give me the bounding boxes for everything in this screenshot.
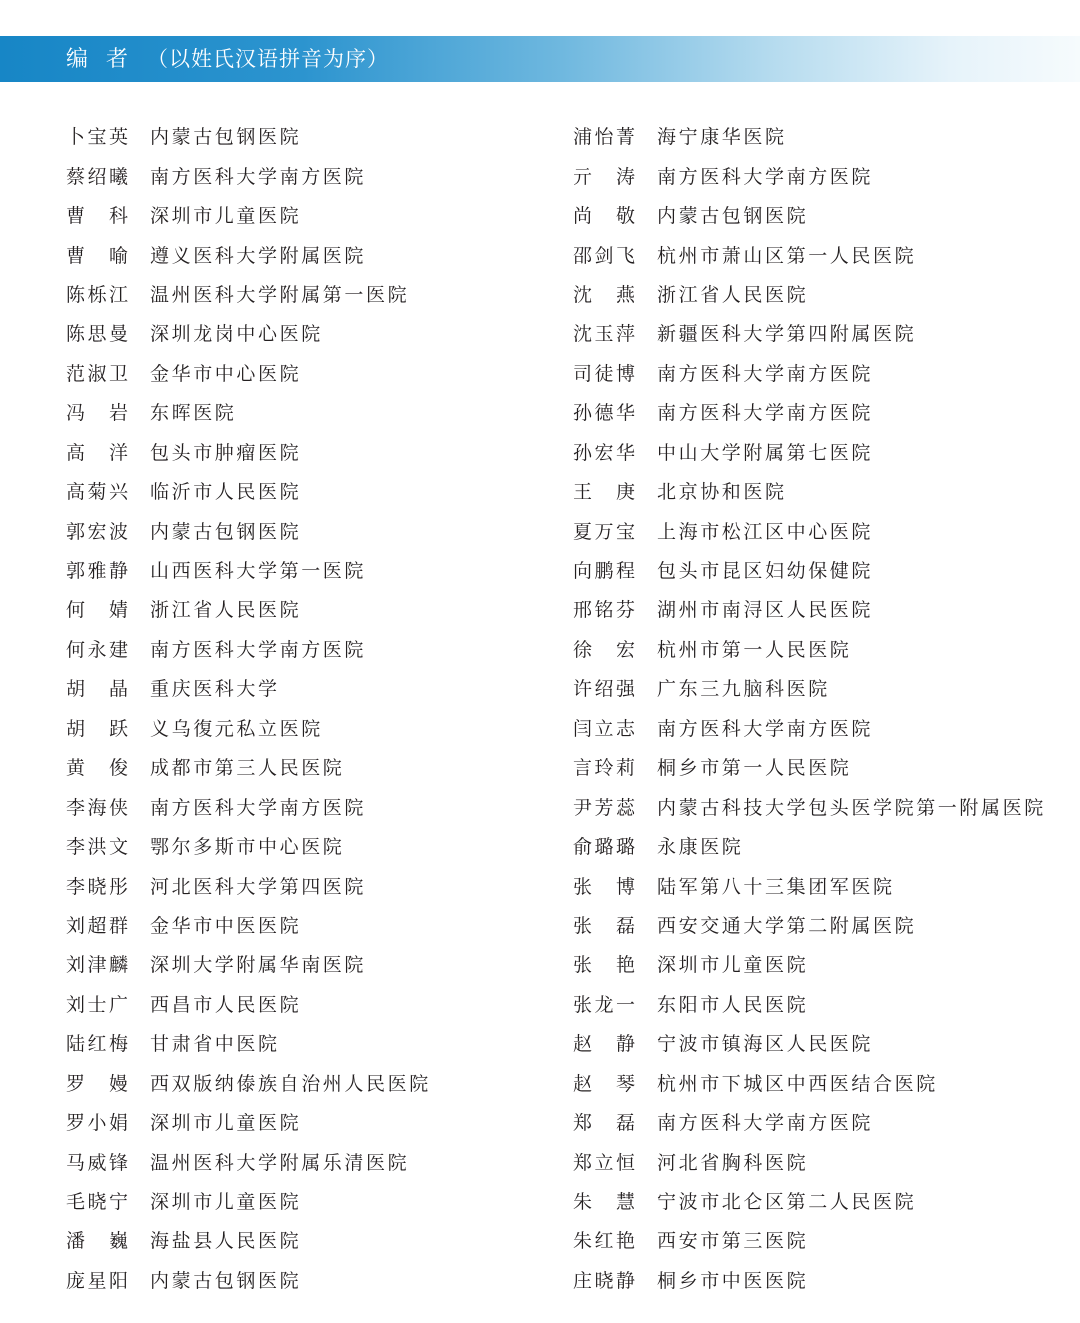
editor-name-cell	[573, 438, 657, 465]
editor-row	[66, 589, 546, 628]
editor-row	[573, 708, 1053, 747]
editor-row	[573, 313, 1053, 352]
editor-name-cell	[66, 1069, 150, 1096]
editor-affiliation: 深圳龙岗中心医院	[150, 323, 323, 346]
editor-name-cell	[573, 950, 657, 977]
editor-affiliation: 南方医科大学南方医院	[150, 165, 367, 188]
editor-name: 高菊兴	[66, 481, 128, 504]
editor-affiliation: 金华市中医医院	[150, 914, 302, 937]
editor-name-cell	[573, 1108, 657, 1135]
editor-name-cell	[66, 280, 150, 307]
editor-name-cell	[66, 517, 150, 544]
editor-name: 郑立恒	[573, 1151, 635, 1174]
editor-affiliation: 南方医科大学南方医院	[657, 1112, 874, 1135]
editor-name-cell	[573, 319, 657, 346]
editor-name: 高洋	[66, 441, 128, 464]
editor-name-cell	[66, 950, 150, 977]
editor-name: 孙德华	[573, 402, 635, 425]
editor-affiliation: 杭州市第一人民医院	[657, 638, 852, 661]
editor-row	[66, 195, 546, 234]
editor-name-cell	[66, 319, 150, 346]
header-band	[0, 36, 1080, 82]
editor-row	[66, 471, 546, 510]
editor-row	[66, 1260, 546, 1299]
editor-row	[66, 865, 546, 904]
editor-name-cell	[66, 911, 150, 938]
editor-affiliation: 东晖医院	[150, 402, 237, 425]
editor-name: 胡晶	[66, 678, 128, 701]
editor-name: 向鹏程	[573, 560, 635, 583]
editor-name: 亓涛	[573, 165, 635, 188]
editor-name-cell	[573, 477, 657, 504]
editor-row	[66, 313, 546, 352]
editor-affiliation: 内蒙古包钢医院	[150, 520, 302, 543]
editor-row	[66, 786, 546, 825]
editor-row	[573, 1181, 1053, 1220]
editor-list-right	[573, 116, 1053, 1299]
editor-name-cell	[66, 241, 150, 268]
editor-row	[573, 550, 1053, 589]
editor-affiliation: 陆军第八十三集团军医院	[657, 875, 895, 898]
editor-affiliation: 北京协和医院	[657, 481, 787, 504]
editor-row	[573, 629, 1053, 668]
editor-name-cell	[66, 122, 150, 149]
editor-affiliation: 广东三九脑科医院	[657, 678, 830, 701]
editor-name: 陆红梅	[66, 1033, 128, 1056]
editor-name: 尚敬	[573, 205, 635, 228]
editor-row	[573, 865, 1053, 904]
editor-name-cell	[573, 162, 657, 189]
editor-name: 陈栎江	[66, 283, 128, 306]
editor-affiliation: 河北医科大学第四医院	[150, 875, 367, 898]
editor-name: 范淑卫	[66, 362, 128, 385]
editor-affiliation: 内蒙古科技大学包头医学院第一附属医院	[657, 796, 1046, 819]
editor-name: 尹芳蕊	[573, 796, 635, 819]
editor-affiliation: 深圳市儿童医院	[150, 205, 302, 228]
editor-row	[66, 274, 546, 313]
editor-name-cell	[573, 714, 657, 741]
editor-affiliation: 西双版纳傣族自治州人民医院	[150, 1072, 431, 1095]
editor-name: 闫立志	[573, 717, 635, 740]
editor-name-cell	[573, 1266, 657, 1293]
editor-name-cell	[66, 793, 150, 820]
editor-row	[573, 1023, 1053, 1062]
section-title	[66, 36, 389, 82]
editor-name-cell	[66, 635, 150, 662]
editor-name: 郭雅静	[66, 560, 128, 583]
editor-name: 潘巍	[66, 1230, 128, 1253]
editor-row	[66, 984, 546, 1023]
editor-name: 郭宏波	[66, 520, 128, 543]
editor-name: 夏万宝	[573, 520, 635, 543]
editor-name: 何婧	[66, 599, 128, 622]
editor-affiliation: 杭州市萧山区第一人民医院	[657, 244, 917, 267]
editor-name: 邢铭芬	[573, 599, 635, 622]
editor-name-cell	[66, 714, 150, 741]
editor-name: 黄俊	[66, 757, 128, 780]
editor-row	[66, 1102, 546, 1141]
editor-name-cell	[573, 753, 657, 780]
editor-name: 卜宝英	[66, 126, 128, 149]
editor-name-cell	[573, 1226, 657, 1253]
editor-row	[573, 432, 1053, 471]
editor-name: 赵静	[573, 1033, 635, 1056]
editor-name: 刘津麟	[66, 954, 128, 977]
editor-row	[66, 1220, 546, 1259]
editor-name-cell	[66, 595, 150, 622]
editor-affiliation: 深圳市儿童医院	[657, 954, 809, 977]
editor-row	[66, 510, 546, 549]
editor-name: 孙宏华	[573, 441, 635, 464]
editor-affiliation: 包头市肿瘤医院	[150, 441, 302, 464]
editor-name: 赵琴	[573, 1072, 635, 1095]
editor-row	[573, 1141, 1053, 1180]
editor-name: 许绍强	[573, 678, 635, 701]
editor-affiliation: 深圳市儿童医院	[150, 1112, 302, 1135]
editor-row	[66, 826, 546, 865]
editor-name: 刘超群	[66, 914, 128, 937]
editor-row	[66, 353, 546, 392]
editor-row	[573, 1220, 1053, 1259]
editor-name-cell	[66, 1266, 150, 1293]
editor-name: 邵剑飞	[573, 244, 635, 267]
editor-name-cell	[573, 911, 657, 938]
editor-name: 李洪文	[66, 836, 128, 859]
editor-affiliation: 宁波市北仑区第二人民医院	[657, 1191, 917, 1214]
editor-affiliation: 重庆医科大学	[150, 678, 280, 701]
editor-row	[573, 944, 1053, 983]
editor-row	[66, 116, 546, 155]
editor-name: 言玲莉	[573, 757, 635, 780]
editor-row	[573, 1102, 1053, 1141]
editor-name-cell	[66, 753, 150, 780]
editor-row	[66, 1141, 546, 1180]
editor-affiliation: 深圳市儿童医院	[150, 1191, 302, 1214]
editor-affiliation: 甘肃省中医院	[150, 1033, 280, 1056]
editor-name-cell	[573, 1187, 657, 1214]
editor-name-cell	[573, 201, 657, 228]
editor-affiliation: 包头市昆区妇幼保健院	[657, 560, 874, 583]
editor-affiliation: 新疆医科大学第四附属医院	[657, 323, 917, 346]
editor-row	[66, 550, 546, 589]
editor-affiliation: 内蒙古包钢医院	[657, 205, 809, 228]
editor-affiliation: 东阳市人民医院	[657, 993, 809, 1016]
editor-row	[573, 234, 1053, 273]
editor-name-cell	[573, 359, 657, 386]
editor-name: 罗小娟	[66, 1112, 128, 1135]
editor-name: 李晓彤	[66, 875, 128, 898]
editor-name-cell	[573, 793, 657, 820]
editor-name: 郑磊	[573, 1112, 635, 1135]
editor-name: 胡跃	[66, 717, 128, 740]
editor-affiliation: 宁波市镇海区人民医院	[657, 1033, 874, 1056]
editor-name: 浦怡菁	[573, 126, 635, 149]
editor-affiliation: 内蒙古包钢医院	[150, 1269, 302, 1292]
editor-affiliation: 桐乡市中医医院	[657, 1269, 809, 1292]
editor-name: 庞星阳	[66, 1269, 128, 1292]
editor-affiliation: 南方医科大学南方医院	[657, 717, 874, 740]
editor-row	[573, 392, 1053, 431]
editor-name-cell	[573, 280, 657, 307]
editor-row	[573, 1063, 1053, 1102]
editor-name-cell	[66, 162, 150, 189]
editor-affiliation: 温州医科大学附属乐清医院	[150, 1151, 410, 1174]
editor-affiliation: 南方医科大学南方医院	[150, 638, 367, 661]
editor-row	[573, 747, 1053, 786]
editor-name-cell	[66, 990, 150, 1017]
editor-affiliation: 海盐县人民医院	[150, 1230, 302, 1253]
editor-name-cell	[573, 674, 657, 701]
editor-name: 刘士广	[66, 993, 128, 1016]
editor-row	[573, 826, 1053, 865]
editor-name-cell	[573, 241, 657, 268]
editor-affiliation: 南方医科大学南方医院	[657, 362, 874, 385]
editor-row	[573, 510, 1053, 549]
editor-affiliation: 成都市第三人民医院	[150, 757, 345, 780]
editor-name-cell	[66, 674, 150, 701]
editor-row	[66, 234, 546, 273]
editor-name: 何永建	[66, 638, 128, 661]
editor-row	[66, 1023, 546, 1062]
editor-name: 罗嫚	[66, 1072, 128, 1095]
editor-row	[573, 589, 1053, 628]
editor-name: 李海侠	[66, 796, 128, 819]
editor-name-cell	[66, 359, 150, 386]
editor-name-cell	[66, 1148, 150, 1175]
editor-affiliation: 遵义医科大学附属医院	[150, 244, 367, 267]
editor-name-cell	[573, 1069, 657, 1096]
editor-row	[66, 708, 546, 747]
editor-name: 张龙一	[573, 993, 635, 1016]
editor-name-cell	[66, 1108, 150, 1135]
editor-affiliation: 西安市第三医院	[657, 1230, 809, 1253]
editor-affiliation: 内蒙古包钢医院	[150, 126, 302, 149]
editor-row	[66, 668, 546, 707]
editor-row	[66, 392, 546, 431]
editor-affiliation: 中山大学附属第七医院	[657, 441, 874, 464]
editor-name: 冯岩	[66, 402, 128, 425]
editor-name-cell	[573, 517, 657, 544]
editor-affiliation: 临沂市人民医院	[150, 481, 302, 504]
editor-name: 蔡绍曦	[66, 165, 128, 188]
editor-affiliation: 山西医科大学第一医院	[150, 560, 367, 583]
editor-row	[573, 116, 1053, 155]
editor-name: 张艳	[573, 954, 635, 977]
editor-affiliation: 海宁康华医院	[657, 126, 787, 149]
section-title-main: 编者	[66, 47, 147, 72]
editor-affiliation: 河北省胸科医院	[657, 1151, 809, 1174]
editor-name: 俞璐璐	[573, 836, 635, 859]
editor-name: 朱慧	[573, 1191, 635, 1214]
editor-row	[66, 905, 546, 944]
editor-name: 张磊	[573, 914, 635, 937]
editor-name: 司徒博	[573, 362, 635, 385]
editor-name: 沈玉萍	[573, 323, 635, 346]
editor-affiliation: 深圳大学附属华南医院	[150, 954, 367, 977]
editor-name: 徐宏	[573, 638, 635, 661]
editor-name: 马威锋	[66, 1151, 128, 1174]
editor-row	[573, 274, 1053, 313]
editor-name: 王庚	[573, 481, 635, 504]
editor-name-cell	[66, 1187, 150, 1214]
editor-affiliation: 义乌復元私立医院	[150, 717, 323, 740]
editor-name-cell	[573, 1148, 657, 1175]
editor-row	[573, 155, 1053, 194]
editor-row	[573, 353, 1053, 392]
editor-name-cell	[66, 1226, 150, 1253]
editor-name-cell	[573, 635, 657, 662]
editor-affiliation: 南方医科大学南方医院	[150, 796, 367, 819]
section-title-note: （以姓氏汉语拼音为序）	[147, 47, 390, 71]
editor-affiliation: 湖州市南浔区人民医院	[657, 599, 874, 622]
editor-affiliation: 西安交通大学第二附属医院	[657, 914, 917, 937]
editor-name: 曹喻	[66, 244, 128, 267]
editor-name: 曹科	[66, 205, 128, 228]
editor-row	[66, 1181, 546, 1220]
editor-affiliation: 南方医科大学南方医院	[657, 165, 874, 188]
editor-name-cell	[573, 595, 657, 622]
editor-name: 毛晓宁	[66, 1191, 128, 1214]
editor-affiliation: 浙江省人民医院	[150, 599, 302, 622]
editor-name-cell	[573, 398, 657, 425]
editor-affiliation: 浙江省人民医院	[657, 283, 809, 306]
editor-name-cell	[573, 832, 657, 859]
editor-affiliation: 桐乡市第一人民医院	[657, 757, 852, 780]
editor-name-cell	[66, 201, 150, 228]
editor-name: 张博	[573, 875, 635, 898]
editor-row	[66, 629, 546, 668]
editor-name-cell	[573, 990, 657, 1017]
editor-row	[66, 155, 546, 194]
editor-row	[573, 984, 1053, 1023]
editor-row	[66, 432, 546, 471]
editor-affiliation: 鄂尔多斯市中心医院	[150, 836, 345, 859]
editor-name-cell	[66, 832, 150, 859]
editor-name-cell	[573, 556, 657, 583]
editor-row	[573, 668, 1053, 707]
editor-affiliation: 西昌市人民医院	[150, 993, 302, 1016]
editor-row	[573, 471, 1053, 510]
editor-row	[573, 786, 1053, 825]
editor-affiliation: 金华市中心医院	[150, 362, 302, 385]
editor-name-cell	[573, 872, 657, 899]
editor-row	[66, 747, 546, 786]
editor-name-cell	[66, 872, 150, 899]
editor-affiliation: 杭州市下城区中西医结合医院	[657, 1072, 938, 1095]
editor-affiliation: 上海市松江区中心医院	[657, 520, 874, 543]
editor-row	[573, 195, 1053, 234]
editor-name: 沈燕	[573, 283, 635, 306]
editor-name: 朱红艳	[573, 1230, 635, 1253]
editor-row	[573, 905, 1053, 944]
editor-name-cell	[66, 556, 150, 583]
editor-affiliation: 温州医科大学附属第一医院	[150, 283, 410, 306]
editor-name-cell	[66, 438, 150, 465]
editor-row	[66, 1063, 546, 1102]
editor-name: 庄晓静	[573, 1269, 635, 1292]
editor-row	[573, 1260, 1053, 1299]
editor-name-cell	[66, 1029, 150, 1056]
editor-name-cell	[66, 477, 150, 504]
editor-name-cell	[573, 1029, 657, 1056]
editor-name: 陈思曼	[66, 323, 128, 346]
editor-row	[66, 944, 546, 983]
editor-affiliation: 永康医院	[657, 836, 744, 859]
editor-name-cell	[66, 398, 150, 425]
editor-name-cell	[573, 122, 657, 149]
editor-list-left	[66, 116, 546, 1299]
editor-affiliation: 南方医科大学南方医院	[657, 402, 874, 425]
